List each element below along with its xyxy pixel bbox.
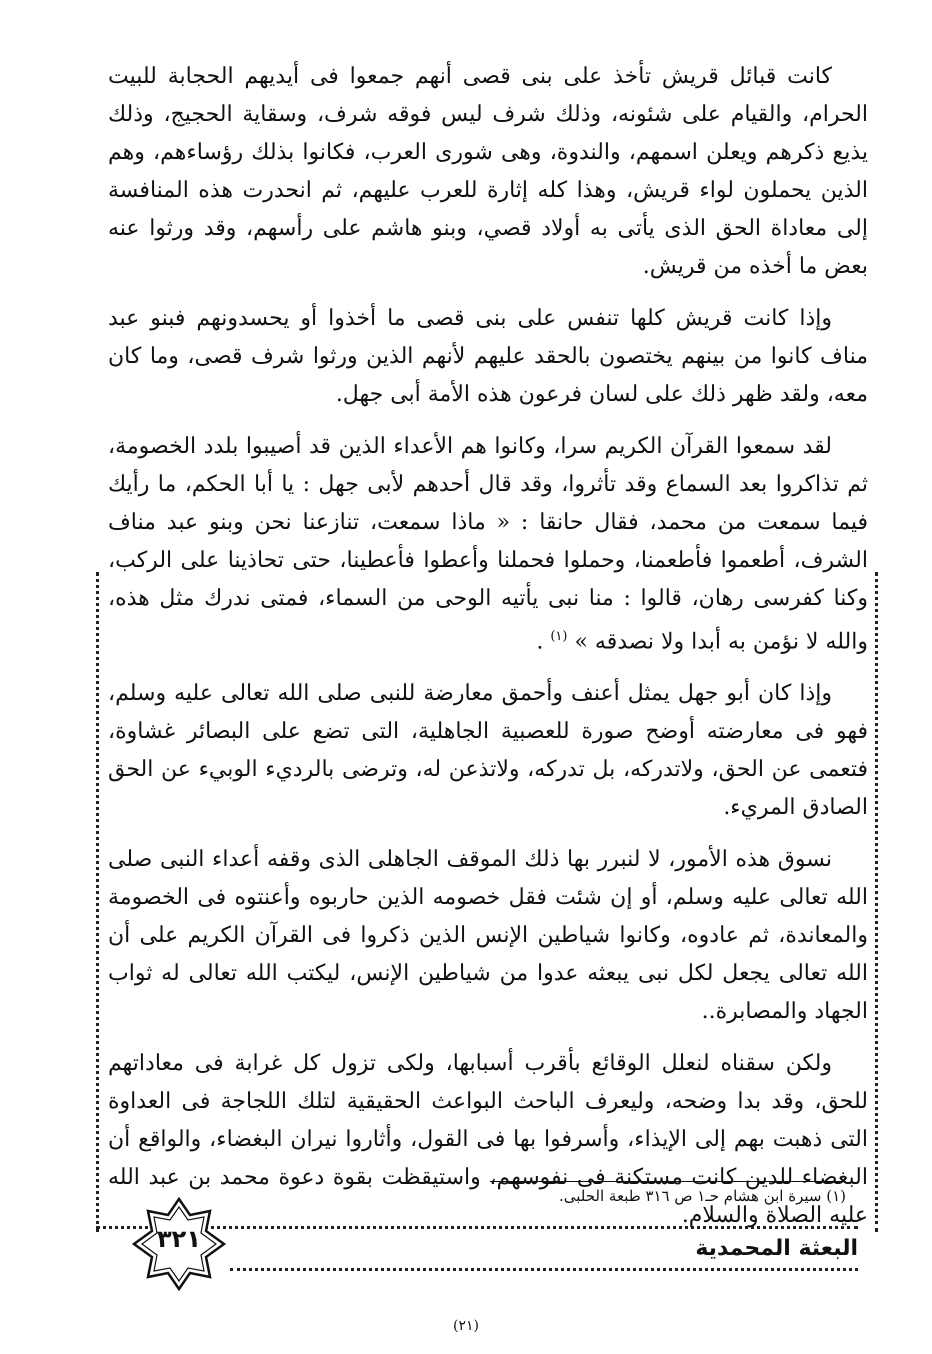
paragraph-2: وإذا كانت قريش كلها تنفس على بنى قصى ما أخذوا أو يحسدونهم فبنو عبد مناف كانوا من بينهم يختصون بالحقد عليهم لأنهم الذين ورثوا شرف قصى، وما كان معه، ولقد ظهر ذلك على لسان فرعون هذه الأمة أبى جهل. (108, 306, 868, 407)
sheet-number: (٢١) (453, 1318, 479, 1334)
dotted-border-footer (230, 1268, 858, 1271)
page-number: ٣٢١ (157, 1225, 201, 1253)
paragraph-6: ولكن سقناه لنعلل الوقائع بأقرب أسبابها، ولكى تزول كل غرابة فى معاداتهم للحق، وقد بدا وضحه، وليعرف الباحث البواعث الحقيقية لتلك اللجاجة فى العداوة التى ذهبت بهم إلى الإيذاء، وأسرفوا بها فى القول، وأثاروا نيران البغضاء، والواقع أن البغضاء للدين كانت مستكنة فى نفوسهم، واستيقظت بقوة دعوة محمد بن عبد الله عليه الصلاة والسلام. (108, 1051, 868, 1229)
paragraph-3 (108, 428, 868, 661)
running-title: البعثة المحمدية (695, 1236, 858, 1261)
paragraph-1: كانت قبائل قريش تأخذ على بنى قصى أنهم جمعوا فى أيديهم الحجابة للبيت الحرام، والقيام على شئونه، وذلك شرف ليس فوقه شرف، وسقاية الحجيج، وذلك يذيع ذكرهم ويعلن اسمهم، والندوة، وهى شورى العرب، فكانوا بذلك رؤساءهم، وهم الذين يحملون لواء قريش، وهذا كله إثارة للعرب عليهم، ثم انحدرت هذه المنافسة إلى معاداة الحق الذى يأتى به أولاد قصي، وبنو هاشم على رأسهم، وقد ورثوا عنه بعض ما أخذه من قريش. (108, 64, 868, 279)
dotted-border-left (96, 572, 99, 1232)
paragraph-4: وإذا كان أبو جهل يمثل أعنف وأحمق معارضة للنبى صلى الله تعالى عليه وسلم، فهو فى معارضته أوضح صورة للعصبية الجاهلية، التى تضع على البصائر غشاوة، فتعمى عن الحق، ولاتدركه، بل تدركه، ولاتذعن له، وترضى بالرديء الوبيء عن الحق الصادق المريء. (108, 681, 868, 821)
page-number-badge (130, 1195, 228, 1293)
body-text (108, 58, 868, 1249)
dotted-border-right (875, 572, 878, 1232)
paragraph-3-tail: . (536, 629, 551, 655)
paragraph-3-text: لقد سمعوا القرآن الكريم سرا، وكانوا هم الأعداء الذين قد أصيبوا بلدد الخصومة، ثم تذاكروا بعد السماع وقد تأثروا، وقد قال أحدهم لأبى جهل : يا أبا الحكم، ما رأيك فيما سمعت من محمد، فقال حانقا : « ماذا سمعت، تنازعنا نحن وبنو عبد مناف الشرف، أطعموا فأطعمنا، وحملوا فحملنا وأعطوا فأعطينا، حتى تحاذينا على الركب، وكنا كفرسى رهان، قالوا : منا نبى يأتيه الوحى من السماء، فمتى ندرك مثل هذه، والله لا نؤمن به أبدا ولا نصدقه » (108, 434, 868, 655)
footnote-reference: (١) (550, 629, 568, 644)
footnote-separator (490, 1181, 846, 1182)
paragraph-5: نسوق هذه الأمور، لا لنبرر بها ذلك الموقف الجاهلى الذى وقفه أعداء النبى صلى الله تعالى عليه وسلم، أو إن شئت فقل خصومه الذين حاربوه وأعنتوه فى الخصومة والمعاندة، ثم عادوه، وكانوا شياطين الإنس الذين ذكروا فى القرآن الكريم على أن الله تعالى يجعل لكل نبى يبعثه عدوا من شياطين الإنس، ليكتب الله تعالى له ثواب الجهاد والمصابرة.. (108, 847, 868, 1025)
footnote: (١) سيرة ابن هشام حـ١ ص ٣١٦ طبعة الحلبى. (558, 1187, 846, 1205)
